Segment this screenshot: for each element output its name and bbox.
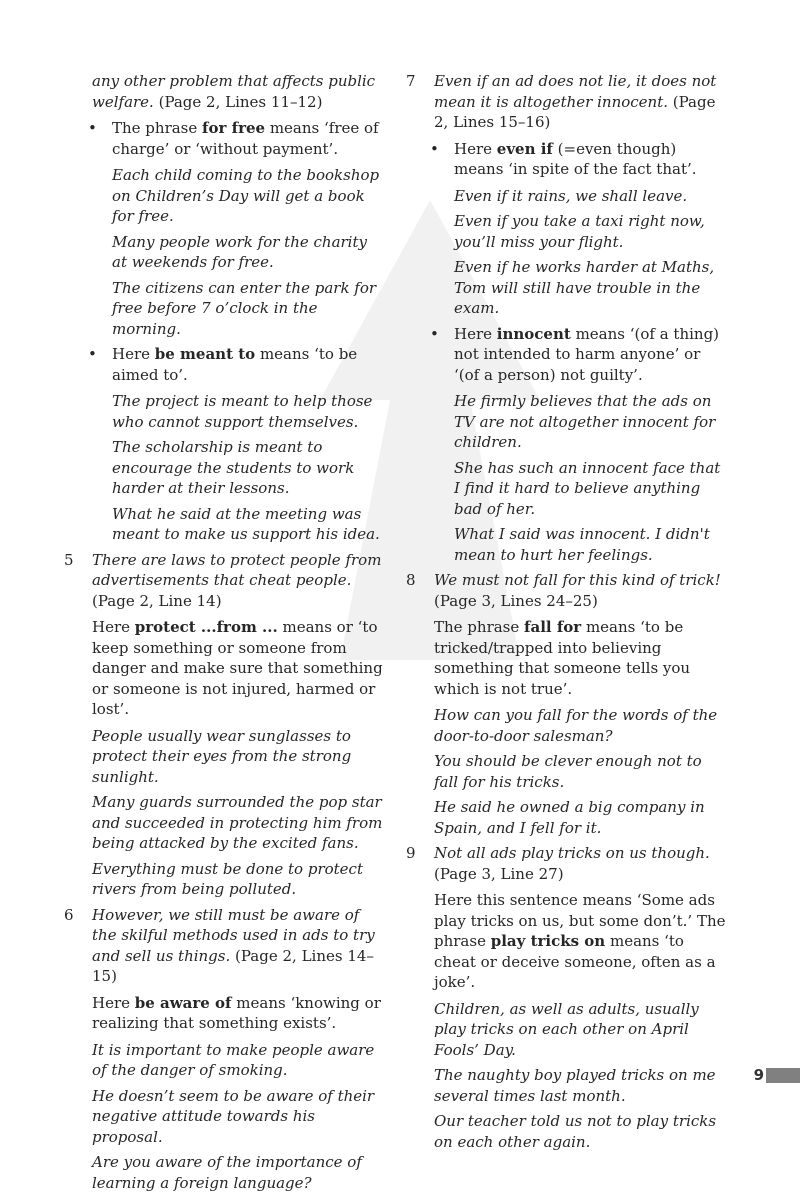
examples-item-5 <box>64 726 384 900</box>
item-5-explanation: Here protect ...from ... means or ‘to keep something or someone from danger and make sure that something or someone is not injured, harmed or lost’. <box>92 618 383 718</box>
example-sentence: You should be clever enough not to fall for his tricks. <box>434 752 702 791</box>
item-6-explanation: Here be aware of means ‘knowing or realizing that something exists’. <box>92 993 381 1032</box>
bullet-innocent: • Here innocent means ‘(of a thing) not intended to harm anyone’ or ‘(of a person) not guilty’. <box>430 324 720 384</box>
quote-reference: (Page 3, Line 27) <box>434 864 564 883</box>
item-7 <box>406 71 726 133</box>
example-sentence: The scholarship is meant to encourage the students to work harder at their lessons. <box>112 438 355 497</box>
page-number-bar <box>766 1068 800 1083</box>
bullet-icon: • <box>430 139 439 158</box>
examples-be-meant-to <box>64 391 384 545</box>
examples-for-free <box>64 165 384 339</box>
quote-reference: (Page 2, Lines 11–12) <box>153 92 323 111</box>
quote-text: Even if an ad does not lie, it does not mean it is altogether innocent. <box>434 72 717 111</box>
quote-reference: (Page 2, Lines 14–15) <box>92 946 374 985</box>
item-number: 6 <box>64 905 74 924</box>
key-phrase: be meant to <box>154 345 256 363</box>
example-sentence: She has such an innocent face that I find it hard to believe anything bad of her. <box>454 458 721 518</box>
example-sentence: Even if it rains, we shall leave. <box>454 186 688 205</box>
quote-reference: (Page 2, Line 14) <box>92 591 222 610</box>
item-number: 7 <box>406 72 416 90</box>
examples-item-9 <box>406 999 726 1153</box>
key-phrase: fall for <box>524 618 582 636</box>
bullet-icon: • <box>88 119 97 137</box>
bullet-for-free: • The phrase for free means ‘free of charge’ or ‘without payment’. <box>88 119 379 158</box>
item-8-explanation: The phrase fall for means ‘to be tricked/trapped into believing something that someone tells you which is not true’. <box>434 618 691 698</box>
example-sentence: Our teacher told us not to play tricks on each other again. <box>434 1112 717 1151</box>
example-sentence: How can you fall for the words of the door-to-door salesman? <box>434 706 718 745</box>
example-sentence: He said he owned a big company in Spain, and I fell for it. <box>434 798 705 837</box>
key-phrase: even if <box>496 139 553 158</box>
example-sentence: Many guards surrounded the pop star and succeeded in protecting him from being attacked by the excited fans. <box>92 793 383 852</box>
item-4-continuation <box>64 71 384 112</box>
example-sentence: It is important to make people aware of the danger of smoking. <box>92 1040 375 1079</box>
example-sentence: What I said was innocent. I didn't mean to hurt her feelings. <box>454 525 710 564</box>
example-sentence: Each child coming to the bookshop on Children’s Day will get a book for free. <box>112 166 380 225</box>
item-9 <box>406 843 726 884</box>
page-number: 9 <box>753 1066 764 1084</box>
key-phrase: play tricks on <box>490 932 606 950</box>
item-number: 5 <box>64 550 74 569</box>
quote-reference: (Page 3, Lines 24–25) <box>434 591 598 610</box>
example-sentence: The naughty boy played tricks on me several times last month. <box>434 1066 716 1105</box>
example-sentence: Even if you take a taxi right now, you’ll miss your flight. <box>454 212 705 251</box>
bullet-be-meant-to: • Here be meant to means ‘to be aimed to’. <box>88 345 358 384</box>
example-sentence: Are you aware of the importance of learning a foreign language? <box>92 1153 362 1192</box>
examples-item-8 <box>406 705 726 838</box>
left-column <box>64 71 384 1198</box>
example-sentence: Many people work for the charity at weekends for free. <box>112 232 367 271</box>
example-sentence: Children, as well as adults, usually play tricks on each other on April Fools’ Day. <box>434 999 699 1059</box>
quote-text: However, we still must be aware of the skilful methods used in ads to try and sell us things. <box>92 905 375 965</box>
examples-innocent <box>406 391 726 565</box>
examples-item-6 <box>64 1040 384 1194</box>
key-phrase: innocent <box>496 324 571 343</box>
item-9-explanation: Here this sentence means ‘Some ads play tricks on us, but some don’t.’ The phrase play tricks on means ‘to cheat or deceive someone, often as a joke’. <box>434 891 726 991</box>
example-sentence: What he said at the meeting was meant to make us support his idea. <box>112 504 380 543</box>
key-phrase: be aware of <box>134 993 232 1012</box>
item-number: 8 <box>406 571 416 589</box>
key-phrase: protect ...from ... <box>134 618 278 636</box>
example-sentence: Even if he works harder at Maths, Tom will still have trouble in the exam. <box>454 258 715 317</box>
example-sentence: The project is meant to help those who cannot support themselves. <box>112 392 373 431</box>
item-6 <box>64 905 384 987</box>
quote-text: There are laws to protect people from advertisements that cheat people. <box>92 550 382 589</box>
item-5 <box>64 550 384 612</box>
example-sentence: Everything must be done to protect rivers from being polluted. <box>92 859 363 898</box>
examples-even-if <box>406 186 726 319</box>
example-sentence: The citizens can enter the park for free before 7 o’clock in the morning. <box>112 278 377 338</box>
example-sentence: He doesn’t seem to be aware of their negative attitude towards his proposal. <box>92 1086 375 1146</box>
quote-text: Not all ads play tricks on us though. <box>434 844 710 862</box>
quote-text: any other problem that affects public welfare. <box>92 72 376 111</box>
key-phrase: for free <box>202 119 266 137</box>
quote-text: We must not fall for this kind of trick! <box>434 571 721 589</box>
bullet-icon: • <box>88 345 97 363</box>
bullet-icon: • <box>430 324 439 343</box>
example-sentence: He firmly believes that the ads on TV are not altogether innocent for children. <box>454 392 716 451</box>
item-number: 9 <box>406 844 416 862</box>
right-column <box>406 71 726 1157</box>
bullet-even-if: • Here even if (=even though) means ‘in spite of the fact that’. <box>430 139 697 178</box>
example-sentence: People usually wear sunglasses to protect their eyes from the strong sunlight. <box>92 726 352 786</box>
item-8 <box>406 570 726 611</box>
quote-reference: (Page 2, Lines 15–16) <box>434 92 716 131</box>
